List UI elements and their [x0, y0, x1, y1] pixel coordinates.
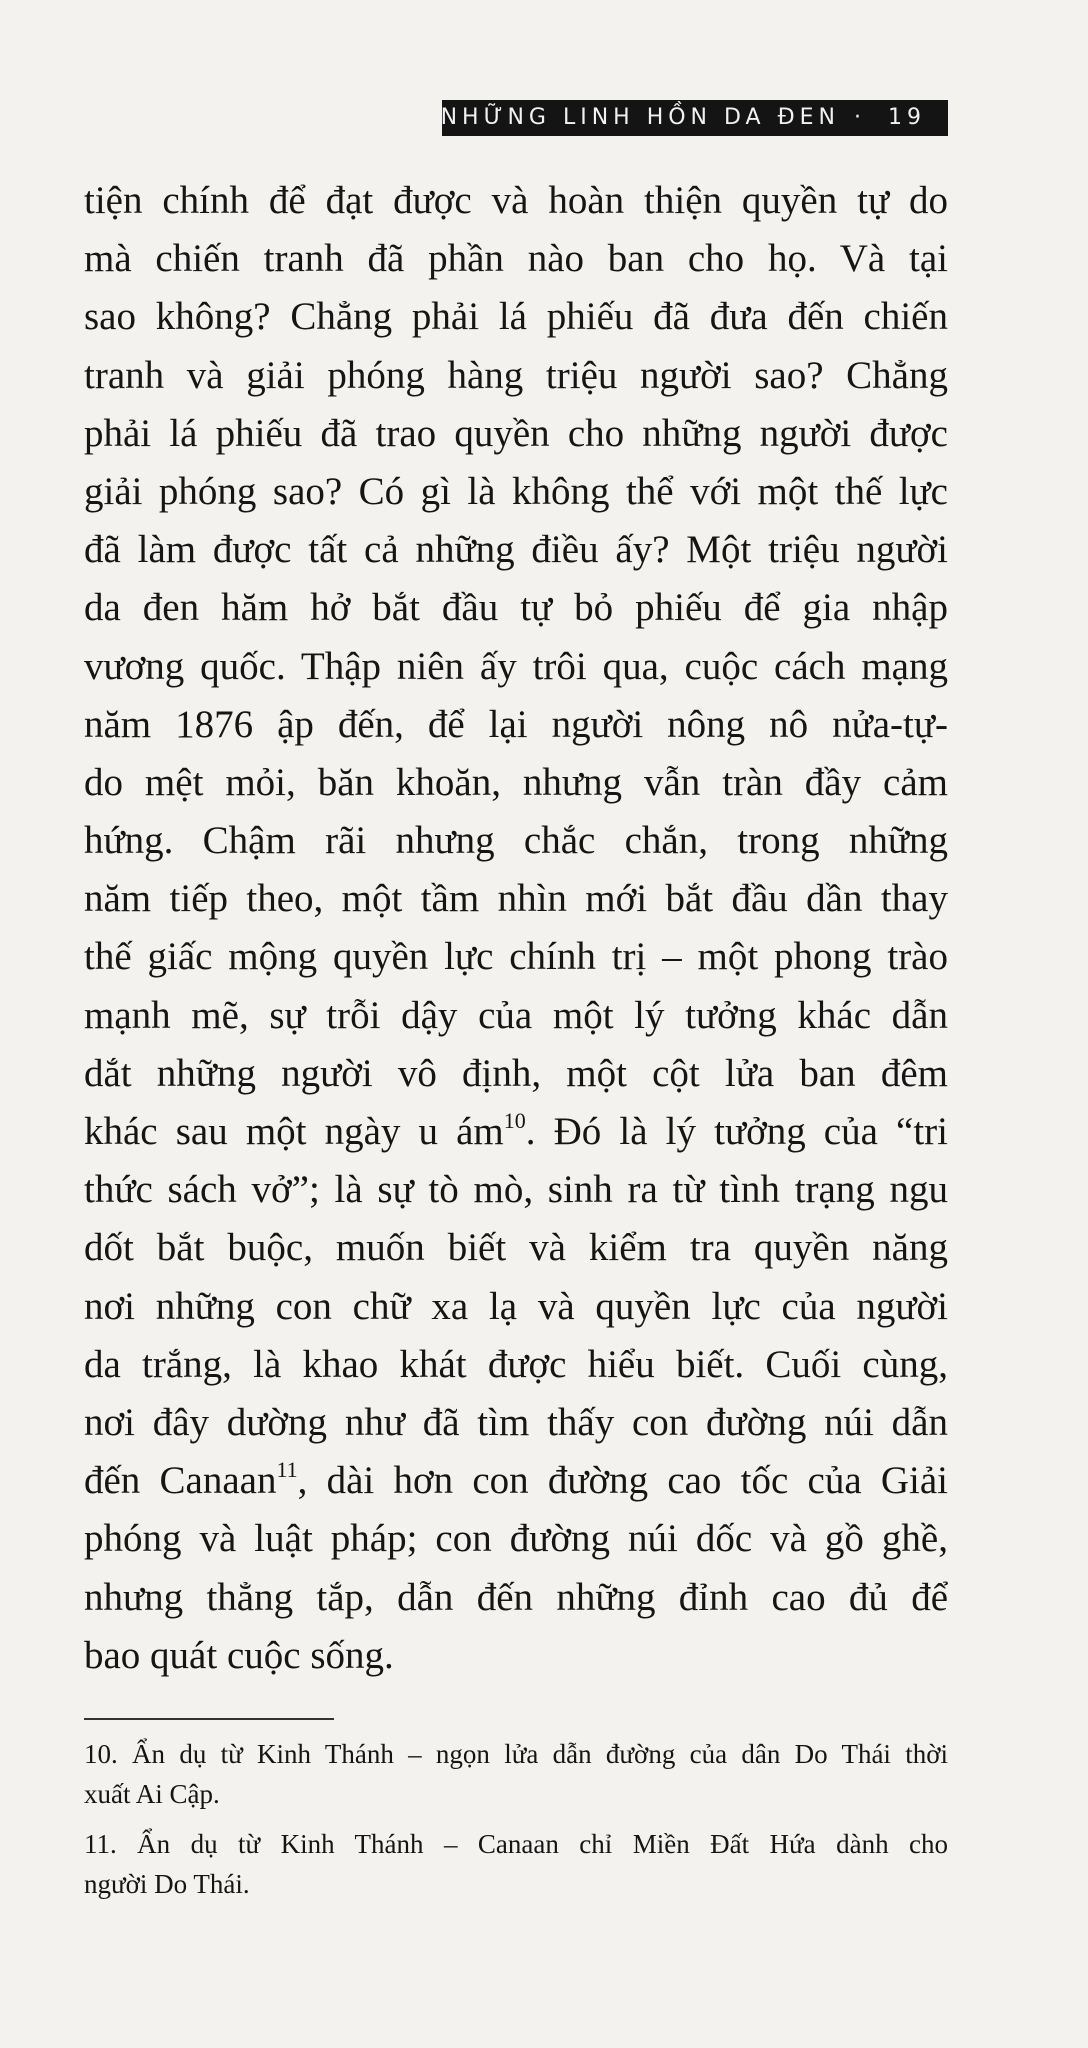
footnote-10-line-2: xuất Ai Cập.: [84, 1779, 220, 1809]
body-line-20: nơi những con chữ xa lạ và quyền lực của người: [84, 1284, 948, 1328]
body-line-22: nơi đây dường như đã tìm thấy con đường núi dẫn: [84, 1400, 948, 1444]
body-line-10: năm 1876 ập đến, để lại người nông nô nửa-tự-: [84, 702, 948, 746]
body-line-6: giải phóng sao? Có gì là không thể với một thế lực: [84, 469, 948, 513]
footnote-11-line-1: 11. Ẩn dụ từ Kinh Thánh – Canaan chỉ Miền Đất Hứa dành cho: [84, 1829, 948, 1859]
body-line-15: mạnh mẽ, sự trỗi dậy của một lý tưởng khác dẫn: [84, 993, 948, 1037]
body-line-17-text: khác sau một ngày u ám: [84, 1110, 504, 1153]
body-line-23: [84, 1452, 948, 1510]
body-text: [84, 172, 948, 1685]
footnote-divider: [84, 1718, 334, 1720]
body-line-23-text: đến Canaan: [84, 1459, 277, 1503]
body-line-14: thế giấc mộng quyền lực chính trị – một phong trào: [84, 935, 948, 979]
body-line-13: năm tiếp theo, một tầm nhìn mới bắt đầu dần thay: [84, 877, 948, 921]
body-line-26: bao quát cuộc sống.: [84, 1633, 394, 1677]
footnote-10-line-1: 10. Ẩn dụ từ Kinh Thánh – ngọn lửa dẫn đường của dân Do Thái thời: [84, 1739, 948, 1769]
body-line-1: tiện chính để đạt được và hoàn thiện quyền tự do: [84, 179, 948, 222]
body-line-12: hứng. Chậm rãi nhưng chắc chắn, trong những: [84, 819, 948, 863]
running-header-separator: ·: [854, 105, 866, 130]
body-line-17: [84, 1103, 948, 1161]
body-line-16: dắt những người vô định, một cột lửa ban đêm: [84, 1051, 948, 1095]
running-header-title: NHỮNG LINH HỒN DA ĐEN: [440, 105, 840, 130]
footnote-ref-11[interactable]: 11: [276, 1457, 298, 1483]
body-line-21: da trắng, là khao khát được hiểu biết. Cuối cùng,: [84, 1342, 948, 1386]
footnote-gap: [84, 1814, 948, 1824]
body-line-5: phải lá phiếu đã trao quyền cho những người được: [84, 411, 948, 455]
body-line-19: dốt bắt buộc, muốn biết và kiểm tra quyền năng: [84, 1226, 948, 1270]
page-number: 19: [888, 105, 926, 130]
footnote-11-line-2: người Do Thái.: [84, 1869, 250, 1899]
body-line-2: mà chiến tranh đã phần nào ban cho họ. Và tại: [84, 237, 948, 281]
body-line-24: phóng và luật pháp; con đường núi dốc và gồ ghề,: [84, 1517, 948, 1561]
body-line-25: nhưng thẳng tắp, dẫn đến những đỉnh cao đủ để: [84, 1575, 948, 1619]
body-line-17-rest: . Đó là lý tưởng của “tri: [525, 1110, 949, 1153]
body-line-3: sao không? Chẳng phải lá phiếu đã đưa đến chiến: [84, 295, 948, 339]
footnotes: [84, 1734, 948, 1904]
body-line-4: tranh và giải phóng hàng triệu người sao? Chẳng: [84, 353, 948, 397]
body-line-23-rest: , dài hơn con đường cao tốc của Giải: [297, 1459, 948, 1503]
body-line-9: vương quốc. Thập niên ấy trôi qua, cuộc cách mạng: [84, 644, 948, 688]
footnote-ref-10[interactable]: 10: [503, 1108, 526, 1133]
body-line-7: đã làm được tất cả những điều ấy? Một triệu người: [84, 528, 948, 572]
body-line-8: da đen hăm hở bắt đầu tự bỏ phiếu để gia nhập: [84, 586, 948, 630]
body-line-11: do mệt mỏi, băn khoăn, nhưng vẫn tràn đầy cảm: [84, 760, 948, 804]
running-header: [442, 100, 948, 136]
body-line-18: thức sách vở”; là sự tò mò, sinh ra từ tình trạng ngu: [84, 1168, 948, 1212]
